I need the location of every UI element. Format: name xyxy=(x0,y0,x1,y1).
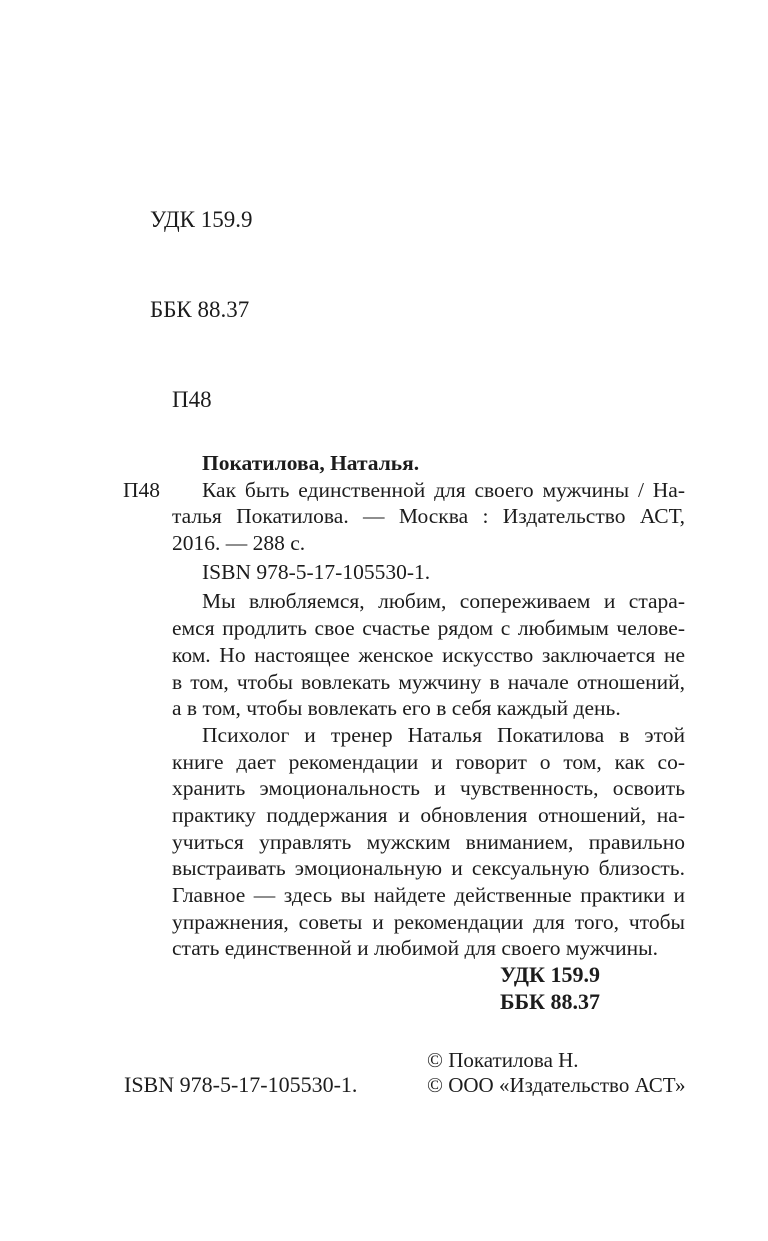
bbk-footer-code: ББК 88.37 xyxy=(499,988,600,1014)
top-classification-codes xyxy=(150,145,253,475)
udk-code: УДК 159.9 xyxy=(150,207,253,232)
bib-title-line-2: талья Покатилова. — Москва : Издательство АСТ, xyxy=(172,504,685,529)
bib-margin-code: П48 xyxy=(123,477,161,502)
bbk-code: ББК 88.37 xyxy=(150,297,250,322)
annotation-p2-line-9: стать единственной и любимой для своего мужчины. xyxy=(172,936,658,961)
bib-title-line-1: Как быть единственной для своего мужчины / На- xyxy=(202,477,685,502)
imprint-text-column xyxy=(123,450,685,1015)
annotation-p2-line-3: хранить эмоциональность и чувственность, освоить xyxy=(172,776,685,801)
annotation-p1-line-1: Мы влюбляемся, любим, сопереживаем и стара- xyxy=(202,589,685,614)
annotation-p2-line-2: книге дает рекомендации и говорит о том, как со- xyxy=(172,749,685,774)
bib-author: Покатилова, Наталья. xyxy=(202,451,420,475)
annotation-p1-line-4: в том, чтобы вовлекать мужчину в начале отношений, xyxy=(172,669,685,694)
annotation-p2-line-1: Психолог и тренер Наталья Покатилова в этой xyxy=(202,722,685,747)
author-sign-code: П48 xyxy=(172,387,212,412)
footer-isbn: ISBN 978-5-17-105530-1. xyxy=(124,1072,358,1097)
udk-footer-code: УДК 159.9 xyxy=(499,962,600,988)
annotation-p2-line-8: упражнения, советы и рекомендации для того, чтобы xyxy=(172,909,685,934)
annotation-p1-line-2: емся продлить свое счастье рядом с любимым челове- xyxy=(172,616,685,641)
annotation-p2-line-4: практику поддержания и обновления отношений, на- xyxy=(172,802,685,827)
bib-title-line-3: 2016. — 288 с. xyxy=(172,531,306,556)
copyright-author-line: © Покатилова Н. xyxy=(427,1048,579,1072)
copyright-block xyxy=(427,1048,685,1098)
bib-isbn: ISBN 978-5-17-105530-1. xyxy=(202,559,431,584)
annotation-p2-line-5: учиться управлять мужским вниманием, правильно xyxy=(172,829,685,854)
classification-codes-footer xyxy=(172,962,685,1015)
annotation-p2-line-6: выстраивать эмоциональную и сексуальную близость. xyxy=(172,856,685,881)
annotation-p2-line-7: Главное — здесь вы найдете действенные практики и xyxy=(172,883,685,907)
annotation-p1-line-3: ком. Но настоящее женское искусство заключается не xyxy=(172,642,685,667)
annotation-p1-line-5: а в том, чтобы вовлекать его в себя каждый день. xyxy=(172,696,621,721)
copyright-publisher-line: © ООО «Издательство АСТ» xyxy=(427,1073,686,1097)
